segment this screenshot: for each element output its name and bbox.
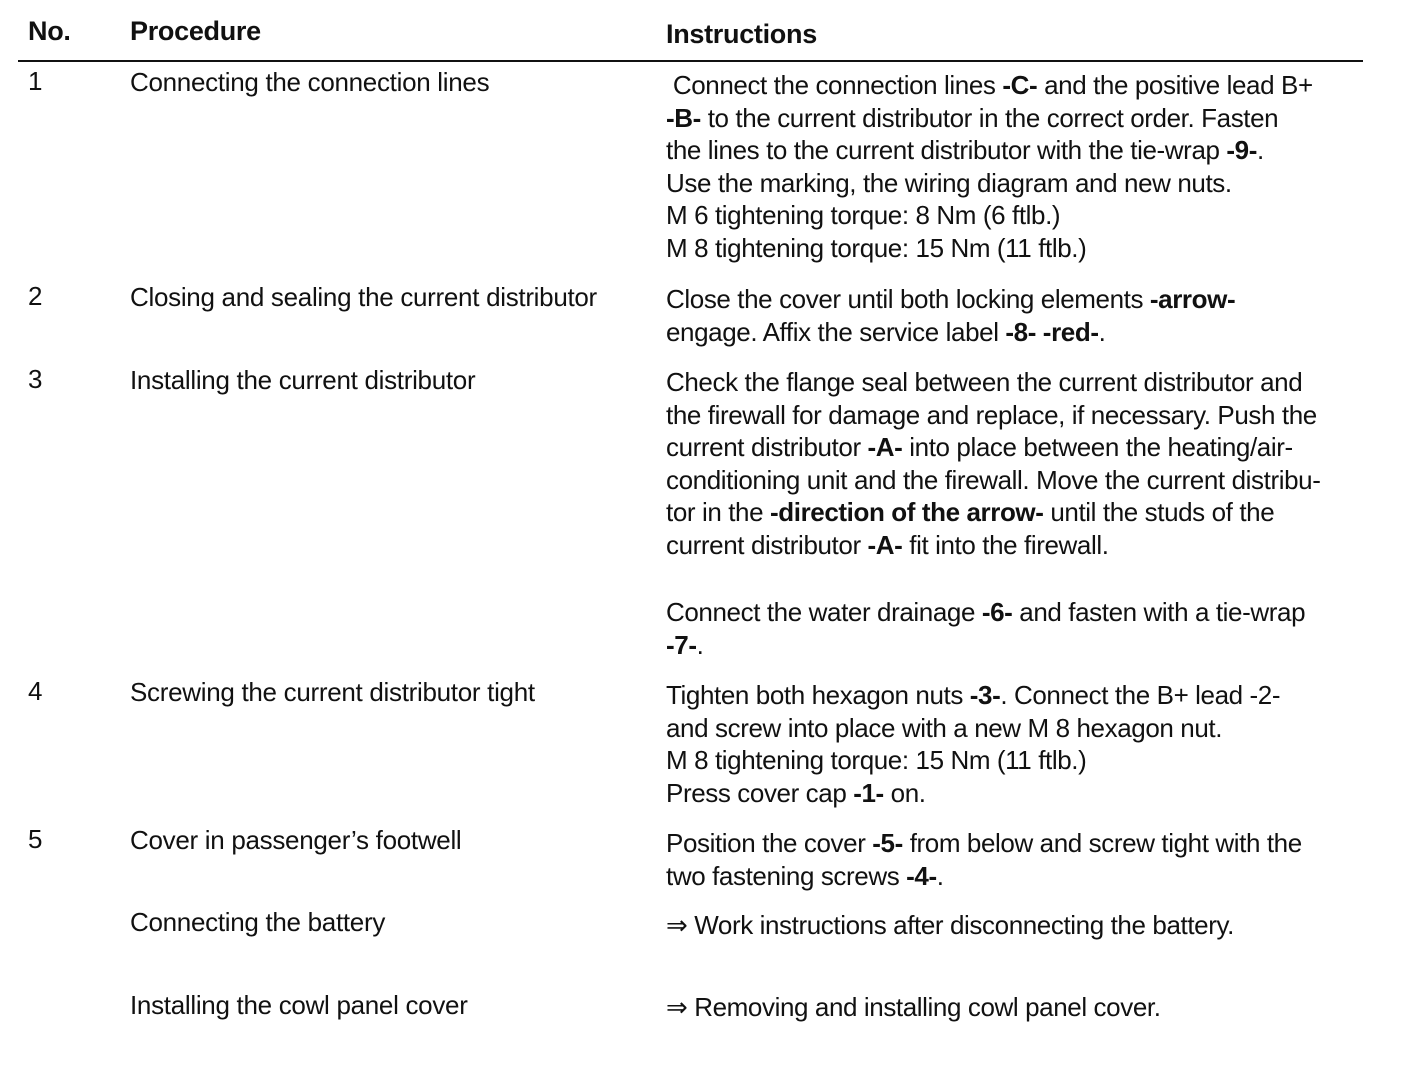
row-2-number: 2 [28,281,43,311]
instruction-line: the lines to the current distributor with the tie-wrap -9-. [666,135,1264,166]
reference-label: -1- [853,777,884,808]
reference-label: -B- [666,102,701,133]
instruction-line: current distributor -A- fit into the firewall. [666,529,1109,560]
row-cowl-procedure: Installing the cowl panel cover [130,990,468,1020]
instruction-line: tor in the -direction of the arrow- until the studs of the [666,497,1275,528]
row-3-instructions [666,366,1366,562]
row-3-procedure: Installing the current distributor [130,365,476,395]
reference-label: -arrow- [1149,284,1236,314]
instruction-line: Check the flange seal between the current distributor and [666,367,1303,397]
row-1-procedure: Connecting the connection lines [130,67,490,97]
instruction-line: Press cover cap -1- on. [666,777,926,808]
reference-label: -C- [1002,70,1038,100]
row-4-number: 4 [28,676,43,706]
instruction-line: -B- to the current distributor in the correct order. Fasten [666,102,1279,133]
instruction-line: M 8 tightening torque: 15 Nm (11 ftlb.) [666,745,1087,776]
row-2-instructions [666,283,1366,348]
header-divider [18,60,1363,62]
instruction-line: conditioning unit and the firewall. Move the current distribu- [666,464,1321,495]
row-5-number: 5 [28,824,43,854]
row-5-instructions [666,827,1366,892]
instruction-line: Close the cover until both locking elements -arrow- [666,284,1236,314]
instruction-line: the firewall for damage and replace, if necessary. Push the [666,399,1317,430]
instruction-line: Tighten both hexagon nuts -3-. Connect the B+ lead -2- [666,680,1281,710]
header-no: No. [28,16,71,46]
row-battery-procedure: Connecting the battery [130,907,386,937]
row-4-instructions [666,679,1366,809]
instruction-line: Connect the connection lines -C- and the positive lead B+ [666,70,1313,100]
reference-label: -A- [867,529,903,560]
instruction-line: Position the cover -5- from below and screw tight with the [666,828,1302,858]
row-3-number: 3 [28,364,43,394]
row-cowl-instructions [666,991,1366,1024]
row-battery-instructions [666,909,1366,942]
row-1-instructions [666,69,1366,265]
instruction-line: engage. Affix the service label -8- -red-. [666,316,1106,347]
reference-label: -3- [969,680,1001,710]
header-procedure: Procedure [130,16,261,46]
instruction-line: and screw into place with a new M 8 hexagon nut. [666,712,1223,743]
instruction-line: ⇒ Work instructions after disconnecting the battery. [666,910,1234,940]
row-5-procedure: Cover in passenger’s footwell [130,825,462,855]
row-1-number: 1 [28,66,43,96]
instruction-line: Use the marking, the wiring diagram and new nuts. [666,167,1232,198]
reference-label: -7- [666,629,697,660]
instruction-line: current distributor -A- into place between the heating/air- [666,432,1293,463]
row-3-instructions-extra [666,596,1366,661]
reference-label: -4- [906,860,937,891]
reference-label: -8- -red- [1005,316,1099,347]
header-instructions: Instructions [666,19,817,49]
instruction-line: M 8 tightening torque: 15 Nm (11 ftlb.) [666,232,1087,263]
reference-label: -5- [872,828,903,858]
reference-label: -9- [1226,135,1257,166]
instruction-line: -7-. [666,629,704,660]
reference-label: -A- [867,432,903,463]
instruction-line: M 6 tightening torque: 8 Nm (6 ftlb.) [666,200,1061,231]
reference-label: -direction of the arrow- [770,497,1044,528]
instruction-line: Connect the water drainage -6- and fasten with a tie-wrap [666,597,1306,627]
row-2-procedure: Closing and sealing the current distributor [130,282,597,312]
row-4-procedure: Screwing the current distributor tight [130,677,535,707]
instruction-line: ⇒ Removing and installing cowl panel cover. [666,992,1161,1022]
instruction-line: two fastening screws -4-. [666,860,944,891]
reference-label: -6- [981,597,1013,627]
